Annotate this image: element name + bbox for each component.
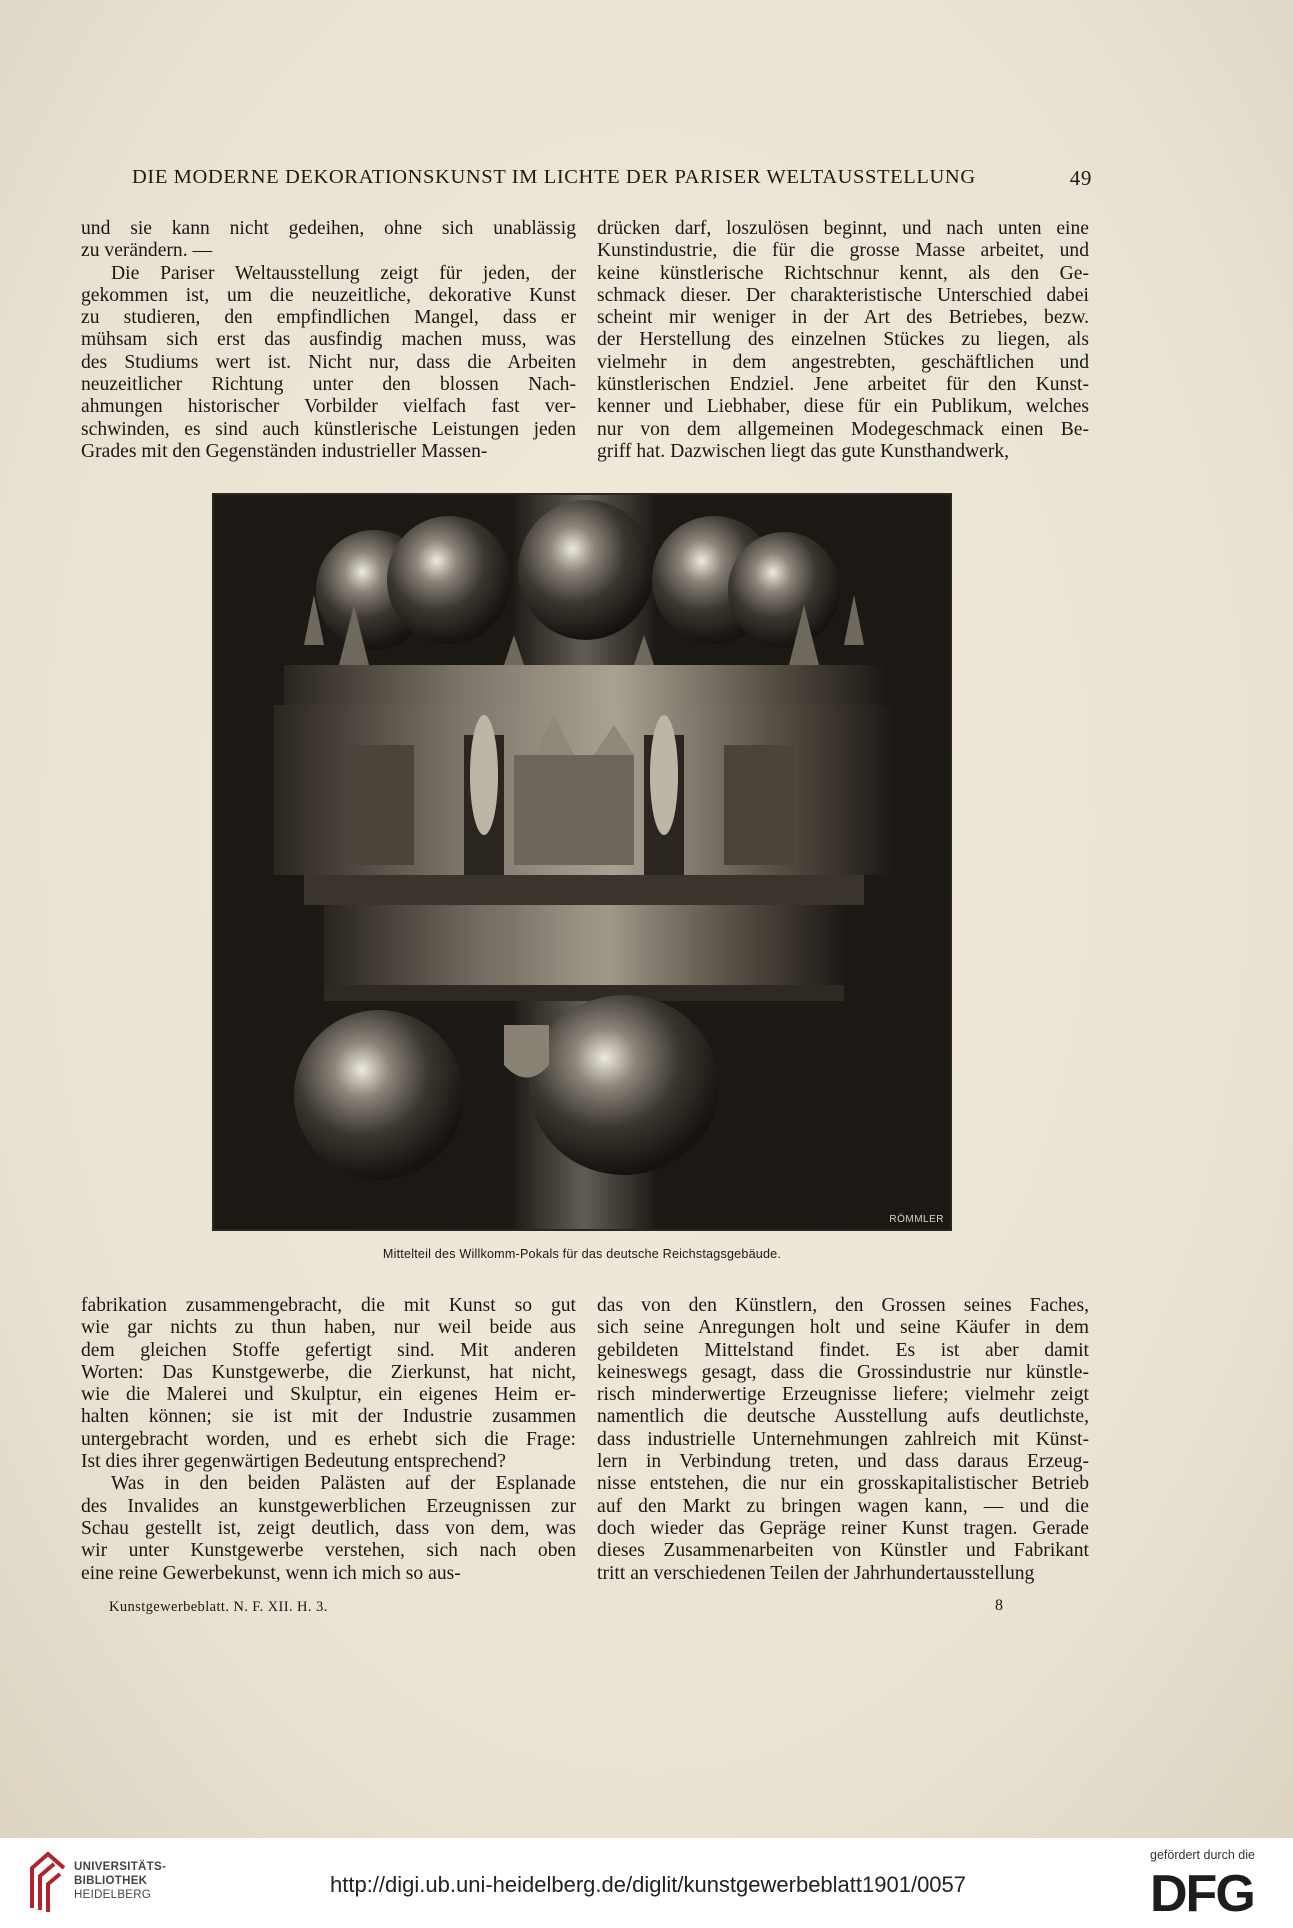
text-line: vielmehr in dem angestrebten, geschäftlichen und [597,351,1089,373]
library-name [74,1860,166,1902]
text-line: keine künstlerische Richtschnur kennt, als den Ge- [597,262,1089,284]
text-line: mühsam sich erst das ausfindig machen muss, was [81,329,576,351]
text-line: Grades mit den Gegenständen industrieller Massen- [81,440,488,462]
text-line: wie die Malerei und Skulptur, ein eigenes Heim er- [81,1384,576,1406]
university-library-logo-icon [28,1848,68,1916]
funded-by-label: gefördert durch die [1150,1848,1255,1862]
text-line: Schau gestellt ist, zeigt deutlich, dass von dem, was [81,1517,576,1539]
text-line: halten können; sie ist mit der Industrie zusammen [81,1406,576,1428]
text-line: kenner und Liebhaber, diese für ein Publikum, welches [597,396,1089,418]
dfg-logo: DFG [1150,1865,1254,1923]
photographer-signature: RÖMMLER [889,1214,944,1225]
castle-band [274,705,894,875]
text-line: Kunstindustrie, die für die grosse Masse arbeitet, und [597,240,1089,262]
text-line: dem gleichen Stoffe gefertigt sind. Mit anderen [81,1339,576,1361]
library-name-line3: HEIDELBERG [74,1889,152,1901]
text-line: sich seine Anregungen holt und seine Käufer in dem [597,1317,1089,1339]
text-line: des Studiums wert ist. Nicht nur, dass die Arbeiten [81,351,576,373]
text-line: ahmungen historischer Vorbilder vielfach fast ver- [81,396,576,418]
library-name-line1: UNIVERSITÄTS- [74,1861,167,1873]
text-line: künstlerischen Endziel. Jene arbeitet für den Kunst- [597,374,1089,396]
heraldic-shield [504,1025,549,1078]
text-line: untergebracht worden, und es erhebt sich die Frage: [81,1428,576,1450]
running-head [132,166,1092,196]
text-line: schmack dieser. Der charakteristische Unterschied dabei [597,284,1089,306]
text-line: dass industrielle Unternehmungen zahlreich mit Künst- [597,1428,1089,1450]
text-line: tritt an verschiedenen Teilen der Jahrhundertausstellung [597,1562,1035,1584]
text-line: lern in Verbindung treten, und dass daraus Erzeug- [597,1451,1089,1473]
library-name-line2: BIBLIOTHEK [74,1875,148,1887]
text-line: drücken darf, loszulösen beginnt, und nach unten eine [597,218,1089,239]
digitization-bar [0,1838,1293,1928]
text-line: scheint mir weniger in der Art des Betriebes, bezw. [597,307,1089,329]
text-line: risch minderwertige Erzeugnisse liefere; vielmehr zeigt [597,1384,1089,1406]
text-line: nur von dem allgemeinen Modegeschmack einen Be- [597,418,1089,440]
signature-mark: 8 [995,1597,1003,1614]
text-column-top-right [597,218,1089,463]
goblet-photograph [212,493,952,1231]
text-line: doch wieder das Gepräge reiner Kunst tragen. Gerade [597,1517,1089,1539]
text-line: zu studieren, den empfindlichen Mangel, dass er [81,307,576,329]
page-number: 49 [1069,166,1092,190]
figure-caption: Mittelteil des Willkomm-Pokals für das deutsche Reichstagsgebäude. [382,1247,782,1261]
text-line: neuzeitlicher Richtung unter den blossen Nach- [81,374,576,396]
inscription-band [324,905,844,1001]
text-line: Was in den beiden Palästen auf der Esplanade [111,1473,576,1495]
text-line: das von den Künstlern, den Grossen seines Faches, [597,1295,1089,1316]
text-line: Ist dies ihrer gegenwärtigen Bedeutung entsprechend? [81,1451,506,1473]
text-line: auf den Markt zu bringen wagen kann, — und die [597,1495,1089,1517]
text-line: zu verändern. — [81,240,213,262]
text-line: namentlich die deutsche Ausstellung aufs deutlichste, [597,1406,1089,1428]
text-line: schwinden, es sind auch künstlerische Leistungen jeden [81,418,576,440]
text-line: eine reine Gewerbekunst, wenn ich mich so aus- [81,1562,461,1584]
text-line: fabrikation zusammengebracht, die mit Kunst so gut [81,1295,576,1316]
text-line: wir unter Kunstgewerbe verstehen, sich nach oben [81,1540,576,1562]
text-line: dieses Zusammenarbeiten von Künstler und Fabrikant [597,1540,1089,1562]
running-title: DIE MODERNE DEKORATIONSKUNST IM LICHTE DER PARISER WELTAUSSTELLUNG [132,166,976,188]
text-line: des Invalides an kunstgewerblichen Erzeugnissen zur [81,1495,576,1517]
permalink-url[interactable]: http://digi.ub.uni-heidelberg.de/diglit/kunstgewerbeblatt1901/0057 [330,1872,967,1897]
text-line: Worten: Das Kunstgewerbe, die Zierkunst, hat nicht, [81,1361,576,1383]
text-line: nisse entstehen, die nur ein grosskapitalistischer Betrieb [597,1473,1089,1495]
goblet-illustration [214,495,950,1229]
text-line: der Herstellung des einzelnen Stückes zu liegen, als [597,329,1089,351]
text-line: Die Pariser Weltausstellung zeigt für jeden, der [111,262,576,284]
text-line: und sie kann nicht gedeihen, ohne sich unablässig [81,218,576,239]
text-line: keineswegs gesagt, dass die Grossindustrie nur künstle- [597,1361,1089,1383]
text-line: gekommen ist, um die neuzeitliche, dekorative Kunst [81,284,576,306]
text-column-bottom-left [81,1295,576,1585]
text-line: wie gar nichts zu thun haben, nur weil beide aus [81,1317,576,1339]
text-line: gebildeten Mittelstand findet. Es ist aber damit [597,1339,1089,1361]
text-column-bottom-right [597,1295,1089,1585]
journal-reference: Kunstgewerbeblatt. N. F. XII. H. 3. [109,1599,328,1615]
text-column-top-left [81,218,576,463]
text-line: griff hat. Dazwischen liegt das gute Kunsthandwerk, [597,440,1010,462]
